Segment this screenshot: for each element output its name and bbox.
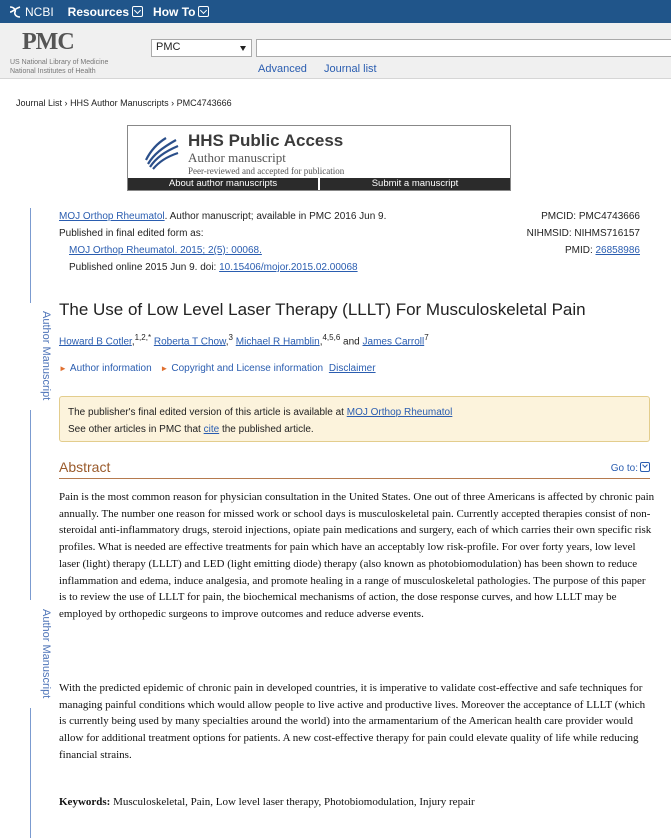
citation-row xyxy=(59,242,640,259)
ncbi-top-bar xyxy=(0,0,671,23)
author-link[interactable]: Howard B Cotler xyxy=(59,336,132,348)
side-rule xyxy=(30,208,31,303)
breadcrumb-journal-list[interactable]: Journal List xyxy=(16,98,63,108)
published-online-label: Published online 2015 Jun 9. doi: xyxy=(69,262,220,273)
hhs-link-bar xyxy=(128,178,510,190)
pmid-label xyxy=(565,242,640,259)
chevron-down-icon xyxy=(132,6,143,17)
article-title: The Use of Low Level Laser Therapy (LLLT) For Musculoskeletal Pain xyxy=(59,300,586,319)
author-manuscript-watermark: Author Manuscript xyxy=(40,311,52,401)
citation-availability: . Author manuscript; available in PMC 2016 Jun 9. xyxy=(164,211,387,222)
ncbi-logo-link[interactable] xyxy=(8,5,54,19)
howto-menu[interactable] xyxy=(153,5,209,19)
article-info-links xyxy=(59,363,376,374)
goto-label: Go to: xyxy=(610,463,638,474)
resources-label: Resources xyxy=(67,4,130,19)
journal-list-link[interactable]: Journal list xyxy=(324,63,377,75)
hhs-title: HHS Public Access xyxy=(188,131,344,150)
nlm-label: US National Library of Medicine xyxy=(10,59,109,66)
submit-manuscript-link[interactable]: Submit a manuscript xyxy=(371,178,459,189)
side-rule xyxy=(30,708,31,838)
database-select-value: PMC xyxy=(156,41,181,53)
notice-line xyxy=(68,421,641,438)
howto-label: How To xyxy=(153,4,196,19)
breadcrumb-hhs-manuscripts[interactable]: HHS Author Manuscripts xyxy=(70,98,169,108)
author-manuscript-watermark: Author Manuscript xyxy=(40,609,52,699)
keywords xyxy=(59,796,475,808)
disclaimer-link[interactable]: Disclaimer xyxy=(328,363,376,374)
abstract-paragraph: Pain is the most common reason for physician consultation in the United States. One out of three Americans is affected by chronic pain annually. The number one reason for missed work or school days is musculoskeletal pain. Currently accepted therapies consist of non-steroidal anti-inflammatory drugs, steroid injections, opiate pain medications and surgery, each of which carries their own specific risk profiles. What is needed are effective treatments for pain which have an acceptably low risk-profile. For over forty years, low level laser (light) therapy (LLLT) and LED (light emitting diode) therapy (also known as photobiomodulation) has been shown to reduce inflammation and edema, induce analgesia, and promote healing in a range of musculoskeletal pathologies. The purpose of this paper is to review the use of LLLT for pain, the biochemical mechanisms of action, the dose response curves, and how LLLT may be employed by orthopedic surgeons to improve outcomes and reduce adverse events. xyxy=(59,491,655,620)
cite-link[interactable]: cite xyxy=(203,424,220,435)
and-label: and xyxy=(343,336,360,348)
ncbi-logo-text: NCBI xyxy=(25,4,54,19)
breadcrumb-current: PMC4743666 xyxy=(176,98,232,108)
citation-row xyxy=(59,259,640,276)
abstract-paragraph: With the predicted epidemic of chronic pain in developed countries, it is imperative to validate cost-effective and safe techniques for managing painful conditions which would allow people to live active and productive lives. Moreover the acceptance of LLLT (which is currently being used by many specialties around the world) into the armamentarium of the American health care provider would allow for additional treatment options for patients. A new cost-effective therapy for pain could elevate quality of life while reducing financial strains. xyxy=(59,682,646,761)
database-select[interactable] xyxy=(151,39,252,57)
keywords-label: Keywords: xyxy=(59,796,111,808)
nihmsid-label: NIHMSID: NIHMS716157 xyxy=(526,228,640,239)
search-input[interactable] xyxy=(256,39,671,57)
publisher-journal-link[interactable]: MOJ Orthop Rheumatol xyxy=(346,407,453,418)
pmc-logo-subtitle xyxy=(10,58,108,76)
citation-block xyxy=(59,208,640,276)
author-information-toggle[interactable]: Author information xyxy=(69,363,152,374)
about-manuscripts-link[interactable]: About author manuscripts xyxy=(168,178,278,189)
pmcid-label: PMCID: PMC4743666 xyxy=(541,211,640,222)
nih-label: National Institutes of Health xyxy=(10,68,96,75)
chevron-down-icon xyxy=(640,462,650,472)
hhs-eagle-logo-icon xyxy=(144,134,180,170)
hhs-peer-note: Peer-reviewed and accepted for publication xyxy=(188,166,345,176)
author-affiliation: 1,2,* xyxy=(134,333,152,342)
hhs-public-access-banner xyxy=(127,125,511,191)
pmc-logo[interactable]: PMC xyxy=(22,29,74,55)
triangle-right-icon: ► xyxy=(160,364,169,373)
author-list: Howard B Cotler,$^{1,2,*}$ Roberta T Chow,$^3$ Michael R Hamblin,$^{4,5,6}$ and James Carroll$^7$ xyxy=(59,333,429,348)
ncbi-logo-icon xyxy=(8,5,22,19)
author-affiliation: 4,5,6 xyxy=(322,333,341,342)
notice-text: The publisher's final edited version of this article is available at xyxy=(68,407,347,418)
journal-link[interactable]: MOJ Orthop Rheumatol xyxy=(59,211,165,222)
author-link[interactable]: James Carroll xyxy=(362,336,425,348)
side-rule xyxy=(30,410,31,600)
abstract-header xyxy=(59,459,650,479)
author-affiliation: 7 xyxy=(424,333,429,342)
hhs-subtitle: Author manuscript xyxy=(188,150,286,165)
final-form-label: Published in final edited form as: xyxy=(59,228,204,239)
notice-text: the published article. xyxy=(219,424,314,435)
pmid-prefix: PMID: xyxy=(564,245,596,256)
copyright-toggle[interactable]: Copyright and License information xyxy=(171,363,324,374)
dropdown-arrow-icon xyxy=(240,46,246,51)
journal-reference-link[interactable]: MOJ Orthop Rheumatol. 2015; 2(5): 00068. xyxy=(69,245,262,256)
breadcrumb xyxy=(16,98,232,108)
breadcrumb-separator: › xyxy=(64,98,68,108)
publisher-notice xyxy=(59,396,650,442)
citation-row xyxy=(59,225,640,242)
pmc-header xyxy=(0,23,671,79)
advanced-search-link[interactable]: Advanced xyxy=(258,63,307,75)
resources-menu[interactable] xyxy=(68,5,143,19)
notice-text: See other articles in PMC that xyxy=(68,424,204,435)
breadcrumb-separator: › xyxy=(171,98,175,108)
author-affiliation: 3 xyxy=(228,333,233,342)
pmid-link[interactable]: 26858986 xyxy=(595,245,640,256)
doi-link[interactable]: 10.15406/mojor.2015.02.00068 xyxy=(219,262,358,273)
keywords-list: Musculoskeletal, Pain, Low level laser therapy, Photobiomodulation, Injury repair xyxy=(110,796,475,808)
abstract-heading: Abstract xyxy=(59,459,111,475)
author-link[interactable]: Roberta T Chow xyxy=(153,336,226,348)
triangle-right-icon: ► xyxy=(59,364,67,373)
chevron-down-icon xyxy=(198,6,209,17)
notice-line xyxy=(68,404,641,421)
author-link[interactable]: Michael R Hamblin xyxy=(235,336,320,348)
goto-menu[interactable] xyxy=(611,462,650,474)
citation-row xyxy=(59,208,640,225)
